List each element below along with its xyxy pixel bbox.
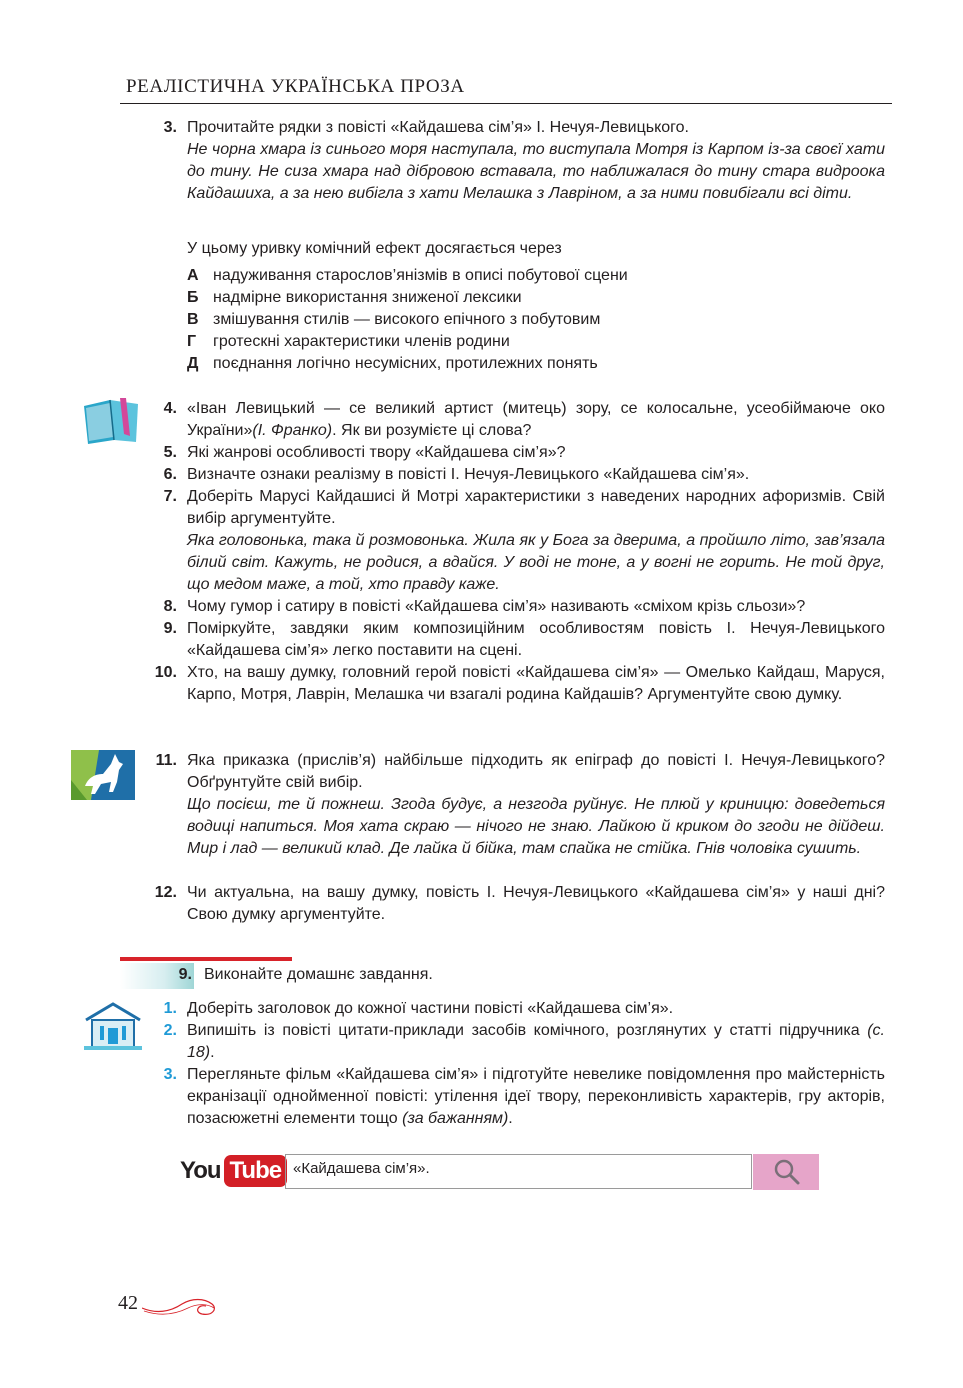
homework-item-number: 1. <box>163 1000 177 1017</box>
question-number: 10. <box>154 664 177 681</box>
search-input[interactable]: «Кайдашева сім’я». <box>285 1154 752 1189</box>
quote-text: Не чорна хмара із синього моря наступала, то виступала Мотря із Карпом із-за своєї хати до тину. Не сиза хмара над дібровою вставала, то наближалася до тину стара видроока Кайдашиха, а за нею вибігла з хати Мелашка з Лавріном, а за ними повибігали всі діти. <box>187 141 885 202</box>
question-12: 12. Чи актуальна, на вашу думку, повість І. Нечуя-Левицького «Кайдашева сім’я» у наші дні? Свою думку аргументуйте. <box>143 882 885 926</box>
question-number: 6. <box>163 466 177 483</box>
question-number: 4. <box>163 400 177 417</box>
homework-item-1: 1. Доберіть заголовок до кожної частини повісті «Кайдашева сім’я». <box>143 998 885 1020</box>
question-5: 5. Які жанрові особливості твору «Кайдашева сім’я»? <box>143 442 885 464</box>
homework-item-2: 2. Випишіть із повісті цитати-приклади засобів комічного, розглянутих у статті підручника (с. 18). <box>143 1020 885 1064</box>
homework-item-number: 3. <box>163 1066 177 1083</box>
question-8: 8. Чому гумор і сатиру в повісті «Кайдашева сім’я» називають «сміхом крізь сльози»? <box>143 596 885 618</box>
option-a: А надуживання старослов’янізмів в описі побутової сцени <box>187 267 628 284</box>
house-icon <box>80 1000 146 1052</box>
question-6: 6. Визначте ознаки реалізму в повісті І. Нечуя-Левицького «Кайдашева сім’я». <box>143 464 885 486</box>
magnifier-icon <box>753 1154 819 1190</box>
question-9: 9. Поміркуйте, завдяки яким композиційним особливостям повість І. Нечуя-Левицького «Кайдашева сім’я» легко поставити на сцені. <box>143 618 885 662</box>
search-button[interactable] <box>753 1154 819 1190</box>
running-header: РЕАЛІСТИЧНА УКРАЇНСЬКА ПРОЗА <box>126 76 465 97</box>
youtube-logo: You Tube <box>180 1155 287 1187</box>
homework-item-number: 2. <box>163 1022 177 1039</box>
question-10: 10. Хто, на вашу думку, головний герой повісті «Кайдашева сім’я» — Омелько Кайдаш, Маруся, Карпо, Мотря, Лаврін, Мелашка чи взагалі родина Кайдашів? Аргументуйте свою думку. <box>143 662 885 706</box>
option-v: В змішування стилів — високого епічного з побутовим <box>187 311 601 328</box>
question-prompt: У цьому уривку комічний ефект досягається через <box>187 240 562 257</box>
homework-title: Виконайте домашнє завдання. <box>204 966 433 983</box>
question-7: 7. Доберіть Марусі Кайдашисі й Мотрі характеристики з наведених народних афоризмів. Свій вибір аргументуйте. Яка головонька, така й розмовонька. Жила як у Бога за дверима, а пройшло літо, зав’язала білий світ. Кажуть, не родися, а вдайся. У воді не тоне, а у вогні не горить. Не той друг, що медом маже, а той, хто правду каже. <box>143 486 885 596</box>
answer-options <box>187 265 628 375</box>
question-number: 11. <box>155 752 177 769</box>
question-4: 4. «Іван Левицький — се великий артист (митець) зору, се колосальне, усеобіймаюче око України»(І. Франко). Як ви розумієте ці слова? <box>143 398 885 442</box>
horse-picture-icon <box>71 750 135 800</box>
homework-number: 9. <box>178 966 192 983</box>
question-number: 12. <box>154 884 177 901</box>
question-text: Прочитайте рядки з повісті «Кайдашева сім’я» І. Нечуя-Левицького. <box>187 119 689 136</box>
question-number: 9. <box>163 620 177 637</box>
quote-text: Яка головонька, така й розмовонька. Жила як у Бога за дверима, а пройшло літо, зав’язала білий світ. Кажуть, не родися, а вдайся. У воді не тоне, а у вогні не горить. Не той друг, що медом маже, а той, хто правду каже. <box>187 532 885 593</box>
question-11: 11. Яка приказка (прислів’я) найбільше підходить як епіграф до повісті І. Нечуя-Левицького? Обґрунтуйте свій вибір. Що посієш, те й пожнеш. Згода будує, а незгода руйнує. Не плюй у криницю: доведеться водиці напиться. Моя хата скраю — нічого не знаю. Лайкою й криком до згоди не дійдеш. Мир і лад — великий клад. Де лайка й бійка, там спайка не стійка. Гнів чоловіка сушить. <box>143 750 885 860</box>
quote-text: Що посієш, те й пожнеш. Згода будує, а незгода руйнує. Не плюй у криницю: доведеться водиці напиться. Моя хата скраю — нічого не знаю. Лайкою й криком до згоди не дійдеш. Мир і лад — великий клад. Де лайка й бійка, там спайка не стійка. Гнів чоловіка сушить. <box>187 796 885 857</box>
question-number: 8. <box>163 598 177 615</box>
question-number: 5. <box>163 444 177 461</box>
homework-red-bar <box>120 957 292 961</box>
question-number: 3. <box>163 119 177 136</box>
header-rule <box>120 103 892 104</box>
page-swash-ornament <box>142 1294 224 1320</box>
question-3 <box>143 117 885 205</box>
page-number: 42 <box>118 1292 138 1314</box>
option-h: Г гротескні характеристики членів родини <box>187 333 510 350</box>
open-book-icon <box>80 396 146 446</box>
option-d: Д поєднання логічно несумісних, протилежних понять <box>187 355 598 372</box>
option-b: Б надмірне використання зниженої лексики <box>187 289 522 306</box>
question-number: 7. <box>163 488 177 505</box>
homework-item-3: 3. Перегляньте фільм «Кайдашева сім’я» і підготуйте невелике повідомлення про майстерність екранізації однойменної повісті: утілення ідеї твору, переконливість характерів, гру акторів, позасюжетні елементи тощо (за бажанням). <box>143 1064 885 1130</box>
